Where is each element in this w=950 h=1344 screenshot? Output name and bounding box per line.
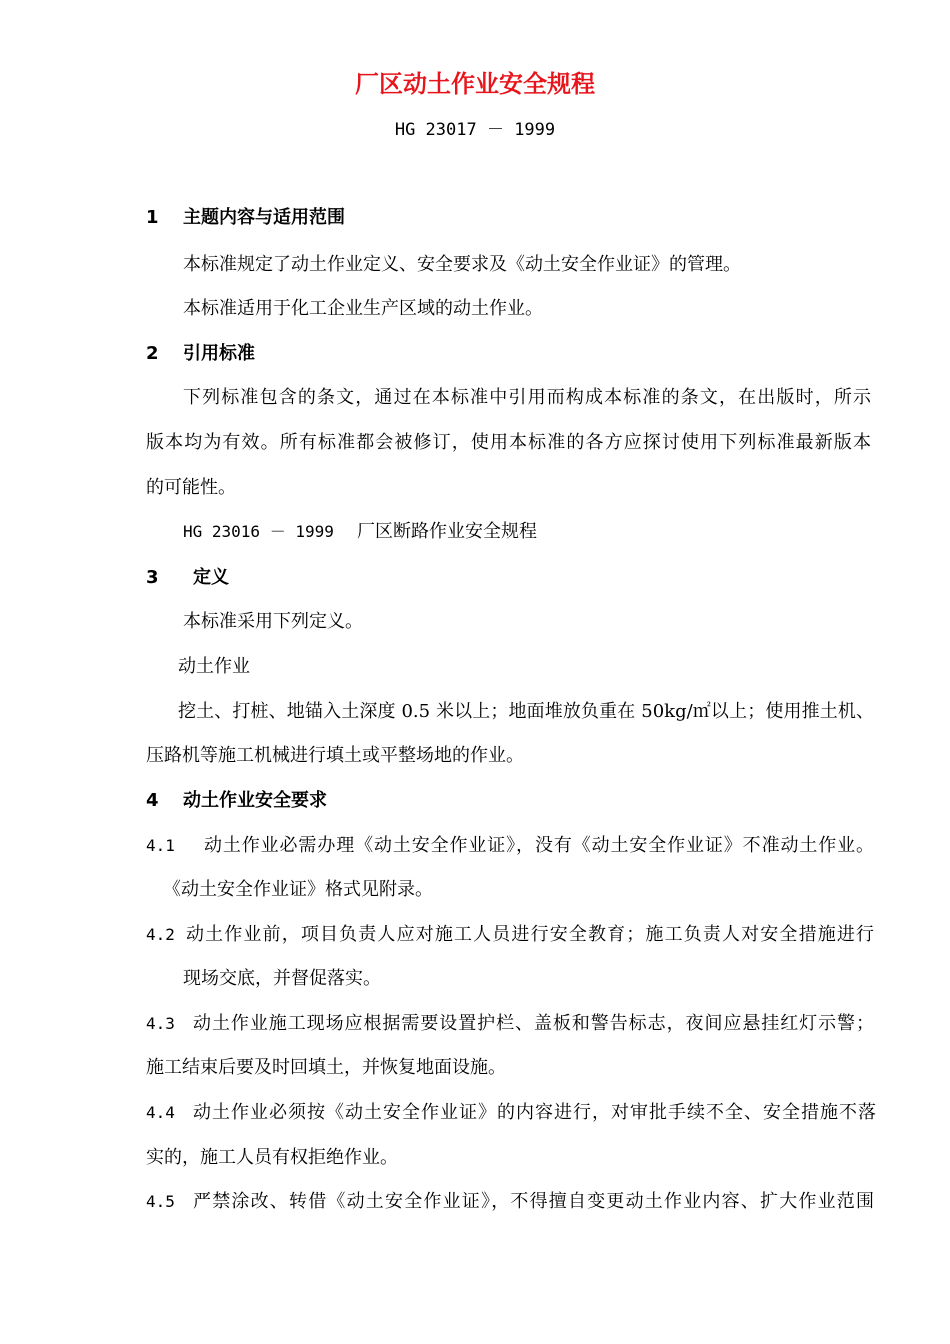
clause-text-line-2: 现场交底，并督促落实。 (183, 968, 381, 989)
section-1-heading: 主题内容与适用范围 (183, 207, 345, 228)
section-1-number: 1 (146, 207, 159, 228)
clause-number: 4.2 (146, 925, 175, 944)
section-3-number: 3 (146, 567, 159, 588)
definition-line-1: 挖土、打桩、地锚入土深度 0.5 米以上；地面堆放负重在 50kg/㎡以上；使用推土机、 (178, 701, 874, 722)
clause-text-line-1: 动土作业必须按《动土安全作业证》的内容进行，对审批手续不全、安全措施不落 (193, 1102, 876, 1123)
clause-number: 4.1 (146, 836, 175, 855)
section-2-heading: 引用标准 (183, 343, 255, 364)
clause-text-line-1: 动土作业前，项目负责人应对施工人员进行安全教育；施工负责人对安全措施进行 (186, 924, 874, 945)
section-2-paragraph-line-1: 下列标准包含的条文，通过在本标准中引用而构成本标准的条文，在出版时，所示 (183, 387, 871, 408)
section-2-paragraph-line-2: 版本均为有效。所有标准都会被修订，使用本标准的各方应探讨使用下列标准最新版本 (146, 432, 871, 453)
document-code: HG 23017 － 1999 (394, 120, 556, 140)
clause-number: 4.5 (146, 1192, 175, 1211)
section-4-heading: 动土作业安全要求 (183, 790, 327, 811)
clause-number: 4.3 (146, 1014, 175, 1033)
section-1-paragraph-2: 本标准适用于化工企业生产区域的动土作业。 (183, 298, 543, 319)
clause-text-line-2: 实的，施工人员有权拒绝作业。 (146, 1147, 398, 1168)
reference-standard-code: HG 23016 － 1999 (183, 522, 334, 541)
clause-text-line-1: 动土作业必需办理《动土安全作业证》，没有《动土安全作业证》不准动土作业。 (204, 835, 874, 856)
section-3-paragraph-1: 本标准采用下列定义。 (183, 611, 363, 632)
definition-line-2: 压路机等施工机械进行填土或平整场地的作业。 (146, 745, 524, 766)
clause-text-line-1: 动土作业施工现场应根据需要设置护栏、盖板和警告标志，夜间应悬挂红灯示警； (193, 1013, 874, 1034)
clause-text-line-2: 施工结束后要及时回填土，并恢复地面设施。 (146, 1057, 506, 1078)
clause-text-line-1: 严禁涂改、转借《动土安全作业证》，不得擅自变更动土作业内容、扩大作业范围 (193, 1191, 874, 1212)
section-2-number: 2 (146, 343, 159, 364)
reference-standard-title: 厂区断路作业安全规程 (357, 521, 537, 542)
section-2-paragraph-line-3: 的可能性。 (146, 477, 236, 498)
section-4-number: 4 (146, 790, 159, 811)
definition-term: 动土作业 (178, 656, 250, 677)
section-1-paragraph-1: 本标准规定了动土作业定义、安全要求及《动土安全作业证》的管理。 (183, 254, 741, 275)
clause-text-line-2: 《动土安全作业证》格式见附录。 (163, 879, 433, 900)
clause-number: 4.4 (146, 1103, 175, 1122)
document-title: 厂区动土作业安全规程 (355, 70, 595, 98)
section-3-heading: 定义 (193, 567, 229, 588)
